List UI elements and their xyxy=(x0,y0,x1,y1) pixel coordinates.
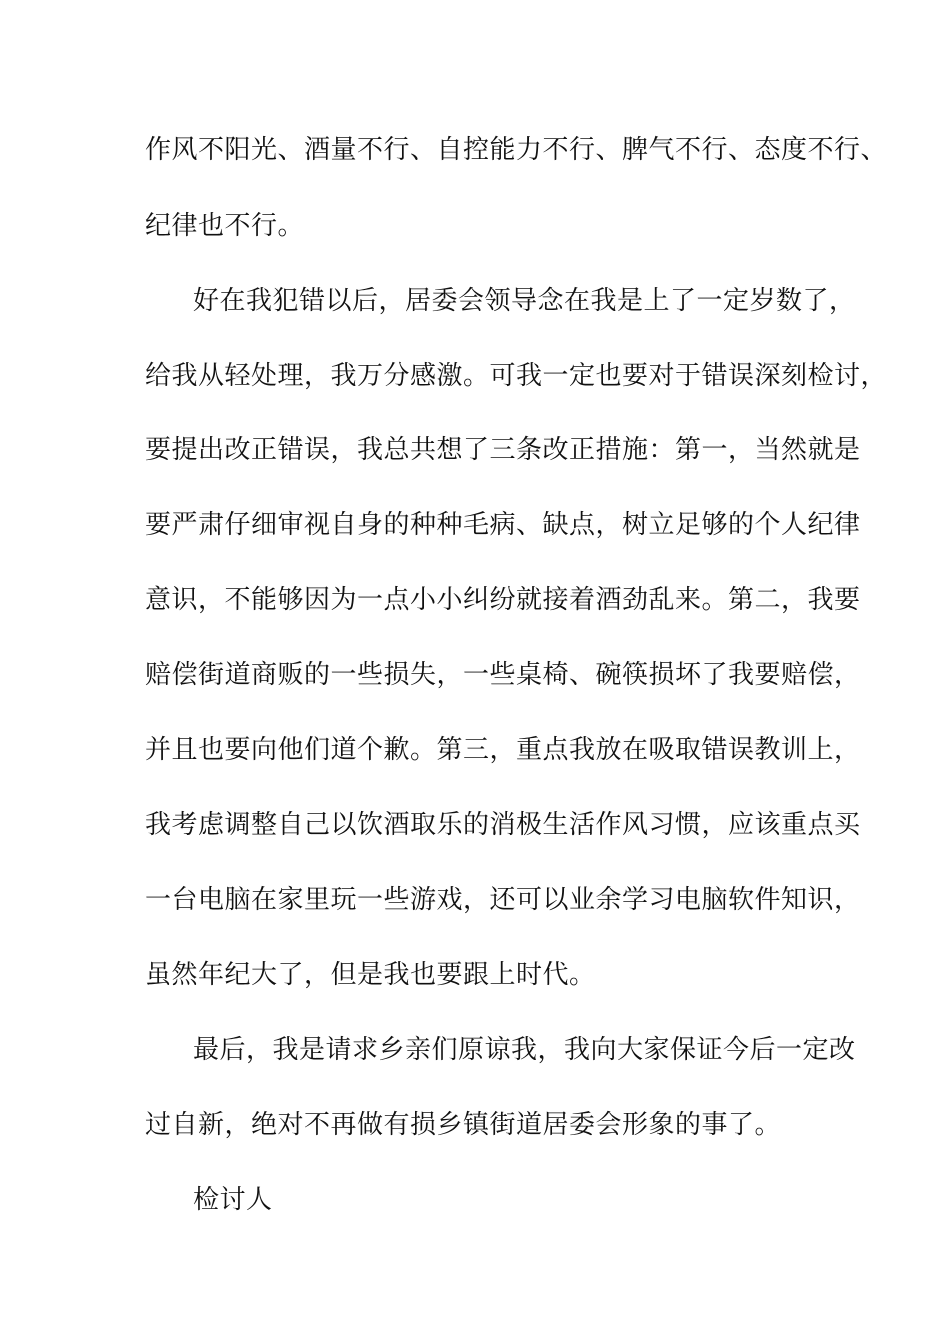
text-line-10: 我考虑调整自己以饮酒取乐的消极生活作风习惯，应该重点买 xyxy=(145,810,861,840)
text-line-13: 最后，我是请求乡亲们原谅我，我向大家保证今后一定改 xyxy=(193,1035,856,1065)
signature-label: 检讨人 xyxy=(193,1185,273,1215)
text-line-2: 纪律也不行。 xyxy=(145,211,305,241)
text-line-7: 意识，不能够因为一点小小纠纷就接着酒劲乱来。第二，我要 xyxy=(145,585,861,615)
text-line-4: 给我从轻处理，我万分感激。可我一定也要对于错误深刻检讨， xyxy=(145,361,888,391)
text-line-11: 一台电脑在家里玩一些游戏，还可以业余学习电脑软件知识， xyxy=(145,885,861,915)
text-line-8: 赔偿街道商贩的一些损失，一些桌椅、碗筷损坏了我要赔偿， xyxy=(145,660,861,690)
text-line-14: 过自新，绝对不再做有损乡镇街道居委会形象的事了。 xyxy=(145,1110,782,1140)
text-line-6: 要严肃仔细审视自身的种种毛病、缺点，树立足够的个人纪律 xyxy=(145,510,861,540)
text-line-1: 作风不阳光、酒量不行、自控能力不行、脾气不行、态度不行、 xyxy=(145,135,888,165)
text-line-9: 并且也要向他们道个歉。第三，重点我放在吸取错误教训上， xyxy=(145,735,861,765)
text-line-12: 虽然年纪大了，但是我也要跟上时代。 xyxy=(145,960,596,990)
text-line-5: 要提出改正错误，我总共想了三条改正措施：第一，当然就是 xyxy=(145,435,861,465)
text-line-3: 好在我犯错以后，居委会领导念在我是上了一定岁数了， xyxy=(193,286,856,316)
